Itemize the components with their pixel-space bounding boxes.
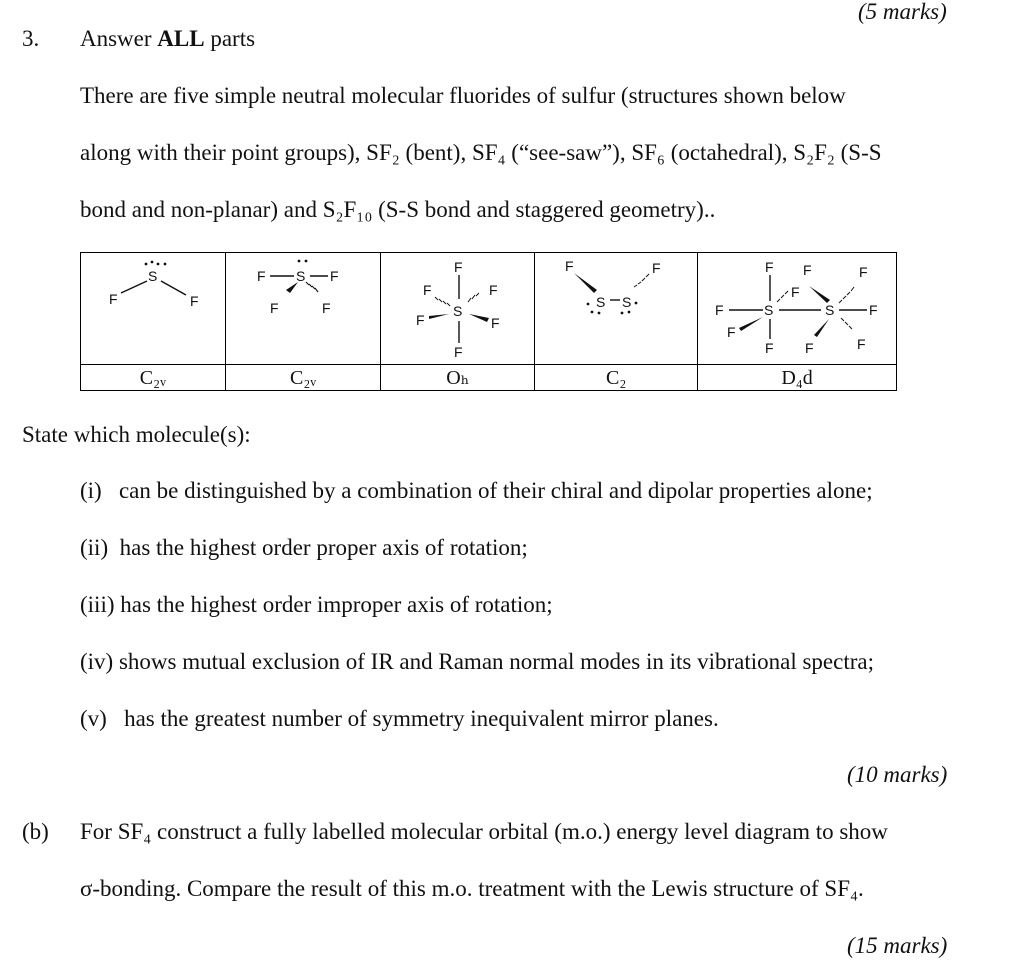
s2f10-f-atom-bottom-right: F bbox=[857, 335, 866, 352]
part-label: (i) bbox=[80, 478, 102, 503]
sf6-f-atom-upper-right: F bbox=[488, 281, 498, 298]
question-number: 3. bbox=[22, 26, 40, 51]
s2f10-f-atom-right: F bbox=[869, 301, 878, 318]
sf4-structure-diagram bbox=[228, 255, 378, 363]
part-b-line-2: σ-bonding. Compare the result of this m.o. treatment with the Lewis structure of SF₄. bbox=[80, 876, 864, 901]
sf6-f-atom-lower-left: F bbox=[415, 311, 425, 328]
part-label: (v) bbox=[80, 706, 107, 731]
part-iv bbox=[80, 648, 874, 676]
instruction-bold: ALL bbox=[157, 26, 205, 51]
s2f10-f-atom-bottom-left: F bbox=[765, 339, 774, 356]
s2f10-f-atom-lower-left: F bbox=[727, 323, 736, 340]
part-text: can be distinguished by a combination of their chiral and dipolar properties alone; bbox=[118, 478, 873, 503]
part-i bbox=[80, 477, 873, 505]
s2f10-f-atom-back: F bbox=[791, 283, 800, 300]
s2f10-f-atom-top-mid: F bbox=[803, 261, 812, 278]
part-b-marks: (15 marks) bbox=[847, 933, 948, 958]
sf2-f-atom-left: F bbox=[108, 290, 118, 307]
part-text: shows mutual exclusion of IR and Raman normal modes in its vibrational spectra; bbox=[118, 649, 874, 674]
point-group-sf4: C₂ᵥ bbox=[225, 365, 381, 391]
s2f2-f-atom-left: F bbox=[565, 257, 574, 274]
s2f2-s-atom-right: S bbox=[622, 293, 632, 310]
s2f10-s-atom-left: S bbox=[764, 301, 774, 318]
s2f10-structure-diagram bbox=[699, 255, 895, 363]
s2f10-f-atom-top-right: F bbox=[859, 263, 868, 280]
part-b-label: (b) bbox=[22, 819, 49, 844]
top-marks: (5 marks) bbox=[858, 0, 947, 24]
sf2-f-atom-right: F bbox=[189, 292, 199, 309]
part-v bbox=[80, 705, 719, 733]
sf6-structure-cell bbox=[381, 253, 535, 365]
part-label: (iv) bbox=[80, 649, 114, 674]
part-text: has the greatest number of symmetry inequivalent mirror planes. bbox=[124, 706, 719, 731]
intro-line-3: bond and non-planar) and S₂F₁₀ (S-S bond and staggered geometry).. bbox=[80, 197, 716, 222]
structures-table bbox=[80, 252, 897, 391]
s2f2-s-atom-left: S bbox=[596, 293, 606, 310]
part-text: has the highest order proper axis of rotation; bbox=[119, 535, 528, 560]
part-a-marks: (10 marks) bbox=[847, 762, 948, 787]
point-group-sf6: Oₕ bbox=[381, 365, 535, 391]
sf6-f-atom-bottom: F bbox=[453, 343, 463, 360]
sf4-f-atom-left: F bbox=[257, 267, 266, 284]
s2f10-f-atom-bottom-mid: F bbox=[805, 339, 814, 356]
point-group-s2f10: D₄d bbox=[698, 365, 897, 391]
instruction-pre: Answer bbox=[80, 26, 158, 51]
sf4-s-atom: S bbox=[296, 267, 306, 284]
sf6-f-atom-lower-right: F bbox=[490, 314, 500, 331]
s2f2-structure-cell bbox=[535, 253, 698, 365]
sf6-s-atom: S bbox=[452, 302, 463, 319]
sf2-s-atom: S bbox=[147, 267, 158, 284]
sf2-structure-diagram bbox=[83, 255, 223, 363]
state-prompt: State which molecule(s): bbox=[22, 422, 251, 447]
part-b-line-1: For SF₄ construct a fully labelled molecular orbital (m.o.) energy level diagram to show bbox=[80, 819, 888, 844]
s2f2-structure-diagram bbox=[536, 255, 696, 363]
part-text: has the highest order improper axis of rotation; bbox=[120, 592, 553, 617]
intro-line-2: along with their point groups), SF₂ (bent), SF₄ (“see-saw”), SF₆ (octahedral), S₂F₂ (S-S bbox=[80, 140, 882, 165]
point-group-s2f2: C₂ bbox=[535, 365, 698, 391]
sf4-structure-cell bbox=[225, 253, 381, 365]
part-iii bbox=[80, 591, 553, 619]
s2f10-f-atom-top-left: F bbox=[765, 258, 774, 275]
sf2-structure-cell bbox=[81, 253, 226, 365]
intro-line-1: There are five simple neutral molecular fluorides of sulfur (structures shown below bbox=[80, 83, 846, 108]
sf6-f-atom-upper-left: F bbox=[422, 281, 432, 298]
question-instruction bbox=[80, 25, 255, 53]
s2f10-f-atom-left: F bbox=[715, 301, 724, 318]
sf4-f-atom-lower-left: F bbox=[270, 299, 279, 316]
instruction-post: parts bbox=[204, 26, 256, 51]
sf6-f-atom-top: F bbox=[453, 258, 463, 275]
part-ii bbox=[80, 534, 528, 562]
part-label: (ii) bbox=[80, 535, 109, 560]
s2f10-s-atom-right: S bbox=[825, 301, 835, 318]
s2f2-f-atom-right: F bbox=[652, 259, 661, 276]
part-label: (iii) bbox=[80, 592, 115, 617]
sf4-f-atom-lower-right: F bbox=[322, 299, 331, 316]
sf6-structure-diagram bbox=[383, 255, 533, 363]
point-group-sf2: C₂ᵥ bbox=[81, 365, 226, 391]
s2f10-structure-cell bbox=[698, 253, 897, 365]
sf4-f-atom-right: F bbox=[330, 267, 339, 284]
